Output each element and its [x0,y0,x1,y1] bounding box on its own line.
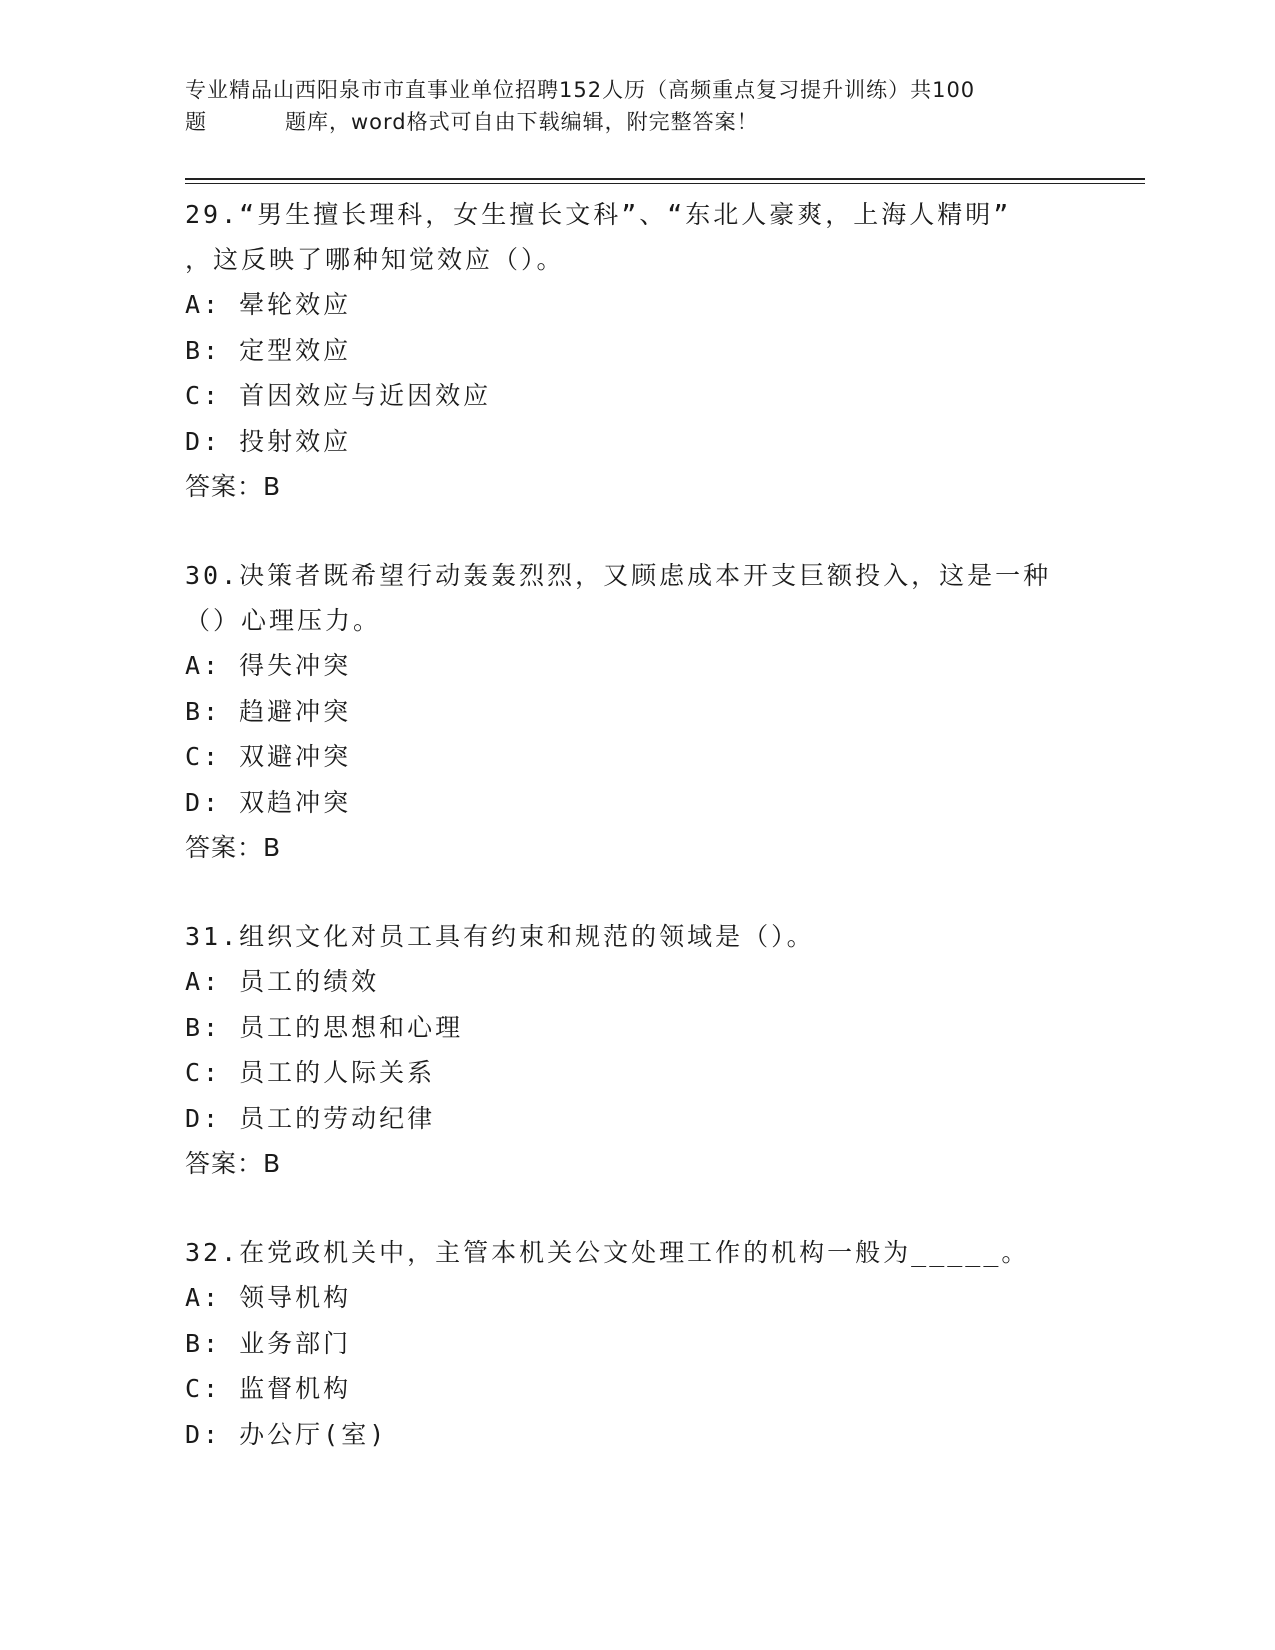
header-title-line2-head: 题 [185,110,207,134]
option-b: B: 业务部门 [185,1328,352,1358]
option-b: B: 定型效应 [185,335,352,365]
option-d: D: 员工的劳动纪律 [185,1103,436,1133]
answer-line: 答案：B [185,833,282,862]
option-a: A: 得失冲突 [185,651,352,680]
question-list [185,192,1085,1501]
question-stem: 31.组织文化对员工具有约束和规范的领域是（）。 [185,922,815,951]
header-title-line2-tail: 题库，word格式可自由下载编辑，附完整答案！ [285,110,759,134]
option-d: D: 办公厅(室) [185,1419,388,1449]
question-stem-continued: （）心理压力。 [185,606,382,635]
option-a: A: 员工的绩效 [185,967,380,996]
option-d: D: 投射效应 [185,426,352,456]
option-c: C: 双避冲突 [185,742,352,771]
question-32 [185,1230,1085,1457]
question-stem: 30.决策者既希望行动轰轰烈烈，又顾虑成本开支巨额投入，这是一种 [185,561,1052,590]
option-a: A: 领导机构 [185,1283,352,1312]
answer-line: 答案：B [185,472,282,501]
question-31 [185,914,1085,1186]
header-title-line1: 专业精品山西阳泉市市直事业单位招聘152人历（高频重点复习提升训练）共100 [185,78,976,102]
header-divider-thin [185,183,1145,184]
question-29 [185,192,1085,509]
answer-line: 答案：B [185,1149,282,1178]
option-b: B: 趋避冲突 [185,696,352,726]
option-c: C: 首因效应与近因效应 [185,381,492,410]
option-d: D: 双趋冲突 [185,787,352,817]
document-header [185,74,1085,138]
header-divider-thick [185,178,1145,180]
option-a: A: 晕轮效应 [185,290,352,319]
option-b: B: 员工的思想和心理 [185,1012,464,1042]
option-c: C: 员工的人际关系 [185,1058,436,1087]
question-stem: 32.在党政机关中，主管本机关公文处理工作的机构一般为_____。 [185,1238,1030,1267]
option-c: C: 监督机构 [185,1374,352,1403]
question-stem: 29.“男生擅长理科，女生擅长文科”、“东北人豪爽，上海人精明” [185,200,1012,229]
question-stem-continued: ，这反映了哪种知觉效应（）。 [185,245,565,274]
question-30 [185,553,1085,870]
header-title-line2 [185,106,1085,138]
